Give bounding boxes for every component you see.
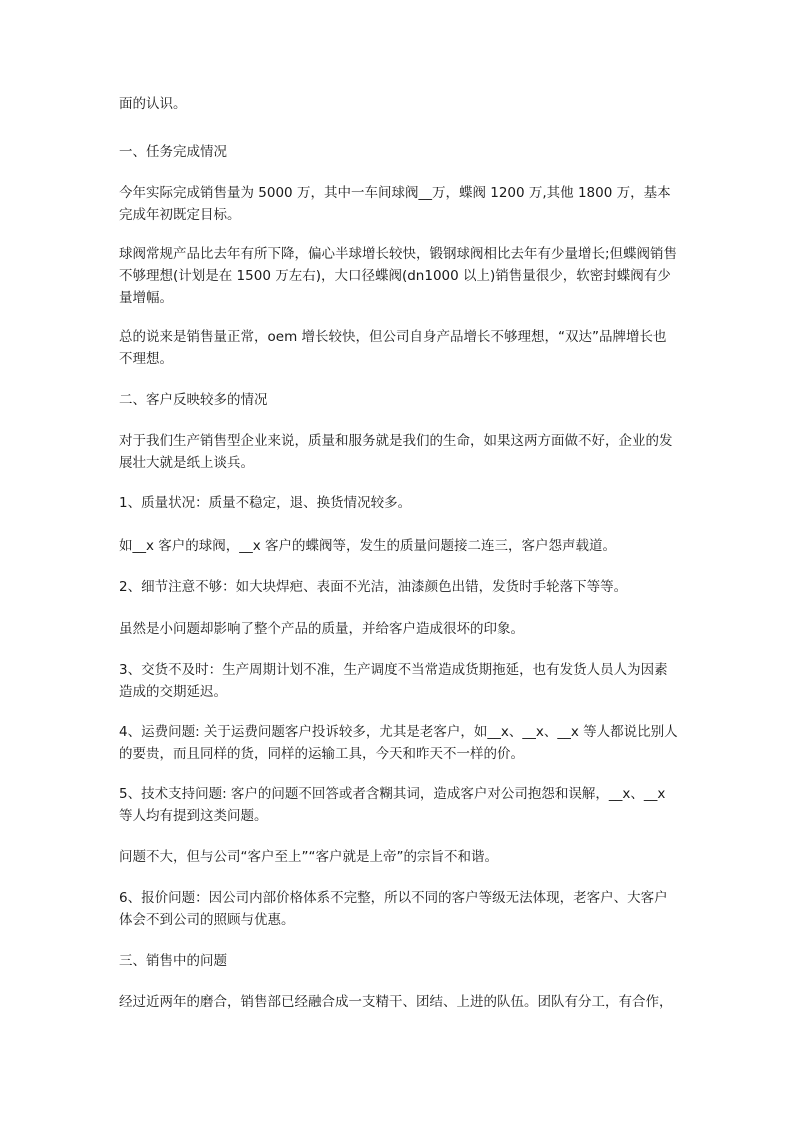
paragraph-intro-tail: 面的认识。 xyxy=(119,96,187,112)
paragraph-minor-issues: 虽然是小问题却影响了整个产品的质量，并给客户造成很坏的印象。 xyxy=(119,621,524,637)
paragraph-item-6-quotation: 6、报价问题：因公司内部价格体系不完整，所以不同的客户等级无法体现，老客户、大客户体会不到公司的照顾与优惠。 xyxy=(119,890,668,928)
paragraph-quality-examples: 如__x 客户的球阀，__x 客户的蝶阀等，发生的质量问题接二连三，客户怨声载道。 xyxy=(119,538,617,554)
section-heading-task-completion: 一、任务完成情况 xyxy=(119,144,227,160)
paragraph-item-5-tech-support: 5、技术支持问题: 客户的问题不回答或者含糊其词，造成客户对公司抱怨和误解，__x、__x 等人均有提到这类问题。 xyxy=(119,786,666,824)
paragraph-quality-service: 对于我们生产销售型企业来说，质量和服务就是我们的生命，如果这两方面做不好，企业的发展壮大就是纸上谈兵。 xyxy=(119,433,673,471)
paragraph-item-1-quality: 1、质量状况：质量不稳定，退、换货情况较多。 xyxy=(119,495,412,511)
paragraph-product-trends: 球阀常规产品比去年有所下降，偏心半球增长较快，锻钢球阀相比去年有少量增长;但蝶阀销售不够理想(计划是在 1500 万左右)，大口径蝶阀(dn1000 以上)销售量很少，软密封蝶阀有少量增幅。 xyxy=(119,246,678,306)
paragraph-sales-summary: 总的说来是销售量正常，oem 增长较快，但公司自身产品增长不够理想，“双达”品牌增长也不理想。 xyxy=(119,329,667,367)
paragraph-customer-first: 问题不大，但与公司“客户至上”“客户就是上帝”的宗旨不和谐。 xyxy=(119,849,498,865)
paragraph-sales-volume: 今年实际完成销售量为 5000 万，其中一车间球阀__万，蝶阀 1200 万,其他 1800 万，基本完成年初既定目标。 xyxy=(119,185,671,223)
paragraph-item-3-delivery: 3、交货不及时：生产周期计划不准，生产调度不当常造成货期拖延，也有发货人员人为因素造成的交期延迟。 xyxy=(119,662,668,700)
section-heading-sales-problems: 三、销售中的问题 xyxy=(119,953,227,969)
paragraph-item-4-freight: 4、运费问题: 关于运费问题客户投诉较多，尤其是老客户，如__x、__x、__x 等人都说比别人的要贵，而且同样的货，同样的运输工具，今天和昨天不一样的价。 xyxy=(119,724,678,762)
section-heading-customer-feedback: 二、客户反映较多的情况 xyxy=(119,392,268,408)
paragraph-team: 经过近两年的磨合，销售部已经融合成一支精干、团结、上进的队伍。团队有分工，有合作， xyxy=(119,994,673,1010)
paragraph-item-2-details: 2、细节注意不够：如大块焊疤、表面不光洁，油漆颜色出错，发货时手轮落下等等。 xyxy=(119,579,628,595)
